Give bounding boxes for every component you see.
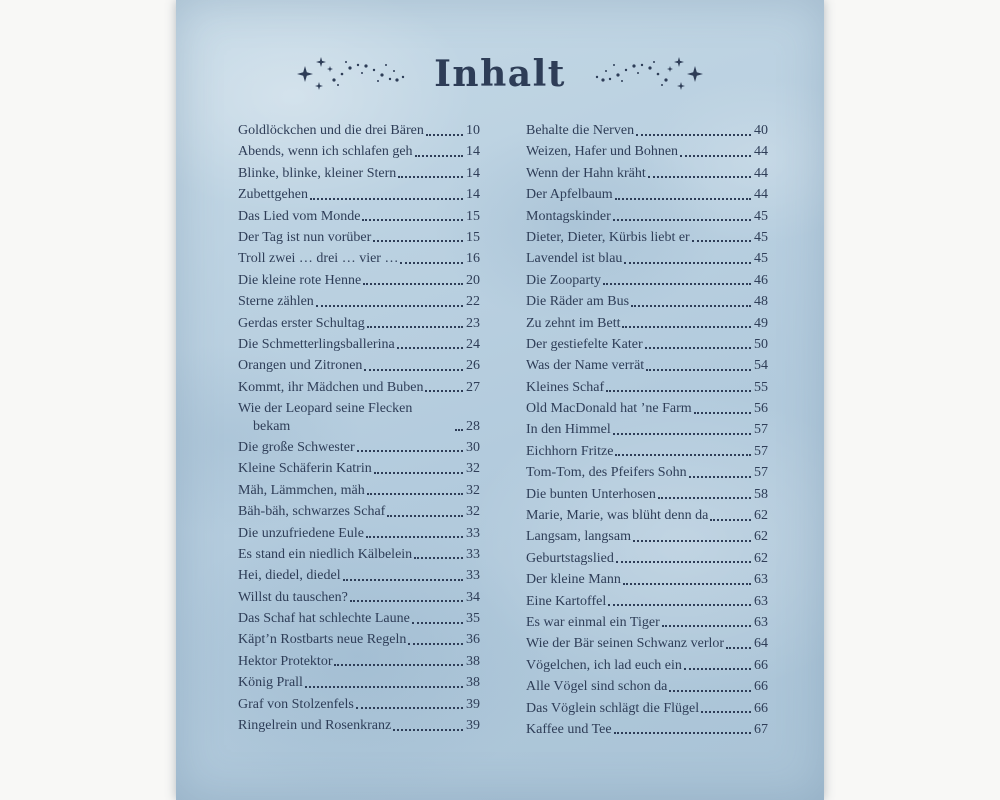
toc-entry xyxy=(238,165,480,183)
toc-entry-title: Der kleine Mann xyxy=(526,572,621,588)
dot-leader xyxy=(362,219,463,221)
toc-entry-title: Goldlöckchen und die drei Bären xyxy=(238,123,424,138)
toc-entry-page: 62 xyxy=(754,529,768,545)
dot-leader xyxy=(658,497,751,499)
title-row xyxy=(176,50,824,98)
dot-leader xyxy=(374,472,463,474)
toc-entry xyxy=(238,293,480,311)
toc-entry xyxy=(238,272,480,290)
toc-entry-page: 14 xyxy=(466,187,480,203)
dot-leader xyxy=(615,454,751,456)
dot-leader xyxy=(689,476,751,478)
dot-leader xyxy=(415,155,463,157)
toc-entry-title: Orangen und Zitronen xyxy=(238,358,363,374)
toc-entry xyxy=(526,208,768,226)
toc-entry-title: Ringelrein und Rosenkranz xyxy=(238,718,392,734)
dot-leader xyxy=(622,326,751,328)
dot-leader xyxy=(343,579,463,581)
toc-entry-page: 33 xyxy=(466,525,480,541)
toc-entry-title: Kaffee und Tee xyxy=(526,721,612,737)
toc-entry xyxy=(526,678,768,696)
toc-entry-title: In den Himmel xyxy=(526,422,611,438)
dot-leader xyxy=(631,305,751,307)
dot-leader xyxy=(366,536,463,538)
toc-entry-title: Willst du tauschen? xyxy=(238,589,348,605)
dot-leader xyxy=(680,155,751,157)
toc-entry xyxy=(238,229,480,247)
dot-leader xyxy=(356,707,463,709)
toc-entry-title: Wie der Leopard seine Flecken bekam xyxy=(238,401,413,434)
toc-entry xyxy=(526,336,768,354)
toc-entry-page: 58 xyxy=(754,486,768,502)
dot-leader xyxy=(726,647,751,649)
toc-entry xyxy=(238,250,480,268)
dot-leader xyxy=(701,711,751,713)
toc-entry-page: 32 xyxy=(466,482,480,498)
dot-leader xyxy=(648,176,751,178)
toc-entry-page: 62 xyxy=(754,508,768,524)
toc-entry-title: Wenn der Hahn kräht xyxy=(526,165,646,181)
toc-entry-page: 39 xyxy=(466,696,480,712)
toc-entry-page: 15 xyxy=(466,208,480,224)
toc-entry-page: 64 xyxy=(754,636,768,652)
toc-entry-page: 32 xyxy=(466,504,480,520)
toc-entry-title: Troll zwei … drei … vier … xyxy=(238,251,399,267)
toc-entry-title: Der Tag ist nun vorüber xyxy=(238,229,372,245)
dot-leader xyxy=(364,369,463,371)
dot-leader xyxy=(316,305,463,307)
toc-entry-title: Marie, Marie, was blüht denn da xyxy=(526,508,709,524)
dot-leader xyxy=(614,732,751,734)
dot-leader xyxy=(310,198,463,200)
toc-entry xyxy=(238,631,480,649)
toc-entry-page: 44 xyxy=(754,144,768,160)
sparkle-flourish-right-icon xyxy=(592,53,710,95)
dot-leader xyxy=(623,583,751,585)
toc-entry-title: Lavendel ist blau xyxy=(526,251,623,267)
dot-leader xyxy=(414,557,463,559)
toc-entry-page: 39 xyxy=(466,718,480,734)
toc-entry-page: 66 xyxy=(754,657,768,673)
dot-leader xyxy=(367,493,463,495)
toc-entry-page: 33 xyxy=(466,568,480,584)
toc-entry-title: Die unzufriedene Eule xyxy=(238,525,364,541)
toc-entry-page: 45 xyxy=(754,251,768,267)
toc-entry xyxy=(238,460,480,478)
toc-columns xyxy=(176,98,824,742)
toc-entry xyxy=(238,122,480,140)
dot-leader xyxy=(408,643,463,645)
toc-entry-title: Geburtstagslied xyxy=(526,550,614,566)
toc-entry xyxy=(526,528,768,546)
dot-leader xyxy=(387,515,463,517)
toc-entry-title: Eine Kartoffel xyxy=(526,593,607,609)
toc-entry-title: Die Zooparty xyxy=(526,272,602,288)
toc-entry xyxy=(526,357,768,375)
toc-entry xyxy=(238,400,480,435)
toc-entry xyxy=(526,293,768,311)
page-title: Inhalt xyxy=(434,53,566,95)
toc-entry xyxy=(238,503,480,521)
toc-entry xyxy=(526,229,768,247)
toc-entry-page: 46 xyxy=(754,272,768,288)
toc-entry-title: Hei, diedel, diedel xyxy=(238,568,341,584)
toc-entry-title: Die Räder am Bus xyxy=(526,294,630,310)
toc-entry-title: Mäh, Lämmchen, mäh xyxy=(238,482,365,498)
toc-entry-title: Weizen, Hafer und Bohnen xyxy=(526,144,679,160)
toc-column-left xyxy=(238,122,480,742)
dot-leader xyxy=(363,283,463,285)
dot-leader xyxy=(334,664,463,666)
toc-entry xyxy=(238,379,480,397)
toc-entry-page: 33 xyxy=(466,546,480,562)
dot-leader xyxy=(357,450,463,452)
dot-leader xyxy=(633,540,751,542)
toc-entry-title: Wie der Bär seinen Schwanz verlor xyxy=(526,636,725,652)
toc-entry xyxy=(238,674,480,692)
toc-entry-page: 14 xyxy=(466,144,480,160)
dot-leader xyxy=(645,347,751,349)
toc-entry-page: 22 xyxy=(466,294,480,310)
dot-leader xyxy=(613,433,751,435)
toc-entry-title: Es war einmal ein Tiger xyxy=(526,614,660,630)
toc-entry-page: 28 xyxy=(466,418,480,434)
dot-leader xyxy=(694,412,751,414)
toc-entry xyxy=(238,717,480,735)
toc-entry-page: 63 xyxy=(754,572,768,588)
dot-leader xyxy=(350,600,463,602)
toc-entry-title: Abends, wenn ich schlafen geh xyxy=(238,144,413,160)
toc-entry xyxy=(526,443,768,461)
toc-entry xyxy=(526,186,768,204)
toc-entry-title: Es stand ein niedlich Kälbelein xyxy=(238,546,413,562)
toc-entry-title: Eichhorn Fritze xyxy=(526,443,614,459)
toc-entry-page: 35 xyxy=(466,611,480,627)
toc-entry-title: Montagskinder xyxy=(526,208,611,224)
toc-entry xyxy=(238,653,480,671)
toc-entry-page: 62 xyxy=(754,550,768,566)
toc-entry-title: Alle Vögel sind schon da xyxy=(526,679,668,695)
toc-entry-title: Vögelchen, ich lad euch ein xyxy=(526,657,682,673)
book-page xyxy=(176,0,824,800)
toc-entry-title: Die bunten Unterhosen xyxy=(526,486,656,502)
toc-entry-page: 15 xyxy=(466,229,480,245)
toc-entry-page: 67 xyxy=(754,721,768,737)
toc-entry-page: 57 xyxy=(754,465,768,481)
toc-entry-title: Käpt’n Rostbarts neue Regeln xyxy=(238,632,407,648)
toc-entry xyxy=(238,525,480,543)
dot-leader xyxy=(606,390,751,392)
toc-column-right xyxy=(526,122,768,742)
toc-entry-title: Die große Schwester xyxy=(238,439,355,455)
toc-entry-title: Zu zehnt im Bett xyxy=(526,315,621,331)
toc-entry-page: 50 xyxy=(754,336,768,352)
toc-entry-title: Zubettgehen xyxy=(238,187,308,203)
toc-entry-title: Blinke, blinke, kleiner Stern xyxy=(238,165,397,181)
dot-leader xyxy=(412,622,463,624)
toc-entry-page: 45 xyxy=(754,229,768,245)
toc-entry xyxy=(526,614,768,632)
toc-entry xyxy=(238,546,480,564)
toc-entry-title: Das Vöglein schlägt die Flügel xyxy=(526,700,700,716)
dot-leader xyxy=(367,326,463,328)
toc-entry-title: Kleines Schaf xyxy=(526,379,605,395)
toc-entry-page: 36 xyxy=(466,632,480,648)
toc-entry-title: Die kleine rote Henne xyxy=(238,272,362,288)
dot-leader xyxy=(305,686,463,688)
toc-entry xyxy=(238,696,480,714)
toc-entry-title: Tom-Tom, des Pfeifers Sohn xyxy=(526,465,687,481)
dot-leader xyxy=(616,561,751,563)
toc-entry-page: 10 xyxy=(466,123,480,138)
toc-entry-title: Bäh-bäh, schwarzes Schaf xyxy=(238,504,386,520)
toc-entry-page: 54 xyxy=(754,358,768,374)
toc-entry xyxy=(238,186,480,204)
toc-entry xyxy=(526,635,768,653)
toc-entry-title: Der Apfelbaum xyxy=(526,187,613,203)
toc-entry-page: 56 xyxy=(754,401,768,417)
toc-entry xyxy=(526,250,768,268)
toc-entry xyxy=(526,122,768,140)
toc-entry-title: Was der Name verrät xyxy=(526,358,645,374)
dot-leader xyxy=(603,283,751,285)
dot-leader xyxy=(669,690,751,692)
toc-entry-title: Graf von Stolzenfels xyxy=(238,696,354,712)
toc-entry-page: 66 xyxy=(754,679,768,695)
dot-leader xyxy=(608,604,751,606)
toc-entry xyxy=(526,379,768,397)
toc-entry-page: 20 xyxy=(466,272,480,288)
toc-entry-page: 30 xyxy=(466,439,480,455)
toc-entry-page: 49 xyxy=(754,315,768,331)
toc-entry-page: 57 xyxy=(754,422,768,438)
dot-leader xyxy=(397,347,463,349)
dot-leader xyxy=(636,134,751,136)
toc-entry-title: Kommt, ihr Mädchen und Buben xyxy=(238,379,424,395)
toc-entry xyxy=(238,357,480,375)
sparkle-flourish-left-icon xyxy=(290,53,408,95)
toc-entry-page: 23 xyxy=(466,315,480,331)
toc-entry-title: Das Schaf hat schlechte Laune xyxy=(238,611,410,627)
toc-entry-title: Das Lied vom Monde xyxy=(238,208,361,224)
dot-leader xyxy=(646,369,751,371)
dot-leader xyxy=(615,198,751,200)
toc-entry-title: König Prall xyxy=(238,675,303,691)
toc-entry xyxy=(238,610,480,628)
toc-entry xyxy=(526,657,768,675)
dot-leader xyxy=(710,519,751,521)
toc-entry xyxy=(526,143,768,161)
toc-entry-title: Die Schmetterlingsballerina xyxy=(238,336,395,352)
toc-entry xyxy=(526,721,768,739)
toc-entry-title: Langsam, langsam xyxy=(526,529,631,545)
toc-entry-page: 44 xyxy=(754,165,768,181)
toc-entry xyxy=(238,315,480,333)
toc-entry xyxy=(526,315,768,333)
dot-leader xyxy=(426,134,463,136)
toc-entry xyxy=(238,482,480,500)
toc-entry-page: 55 xyxy=(754,379,768,395)
toc-entry-page: 38 xyxy=(466,675,480,691)
toc-entry-page: 45 xyxy=(754,208,768,224)
toc-entry-page: 44 xyxy=(754,187,768,203)
toc-entry-page: 24 xyxy=(466,336,480,352)
toc-entry xyxy=(526,165,768,183)
toc-entry xyxy=(526,593,768,611)
toc-entry-page: 57 xyxy=(754,443,768,459)
toc-entry xyxy=(526,421,768,439)
toc-entry-page: 34 xyxy=(466,589,480,605)
toc-entry-title: Sterne zählen xyxy=(238,294,314,310)
toc-entry xyxy=(526,550,768,568)
dot-leader xyxy=(400,262,463,264)
dot-leader xyxy=(613,219,751,221)
toc-entry-page: 63 xyxy=(754,614,768,630)
toc-entry xyxy=(526,507,768,525)
toc-entry-title: Kleine Schäferin Katrin xyxy=(238,461,372,477)
toc-entry-page: 48 xyxy=(754,294,768,310)
toc-entry-title: Hektor Protektor xyxy=(238,653,333,669)
toc-entry xyxy=(526,700,768,718)
toc-entry-page: 40 xyxy=(754,123,768,138)
toc-entry xyxy=(238,589,480,607)
toc-entry-page: 16 xyxy=(466,251,480,267)
toc-entry-page: 63 xyxy=(754,593,768,609)
toc-entry xyxy=(526,464,768,482)
dot-leader xyxy=(425,390,463,392)
toc-entry xyxy=(526,571,768,589)
dot-leader xyxy=(692,240,751,242)
dot-leader xyxy=(373,240,463,242)
toc-entry-page: 14 xyxy=(466,165,480,181)
toc-entry-page: 32 xyxy=(466,461,480,477)
toc-entry xyxy=(526,486,768,504)
toc-entry xyxy=(238,208,480,226)
toc-entry-title: Der gestiefelte Kater xyxy=(526,336,643,352)
toc-entry-title: Gerdas erster Schultag xyxy=(238,315,365,331)
dot-leader xyxy=(398,176,463,178)
dot-leader xyxy=(455,429,463,431)
toc-entry xyxy=(238,439,480,457)
toc-entry-page: 66 xyxy=(754,700,768,716)
toc-entry xyxy=(238,143,480,161)
dot-leader xyxy=(684,668,751,670)
toc-entry-page: 27 xyxy=(466,379,480,395)
dot-leader xyxy=(662,625,751,627)
toc-entry-page: 26 xyxy=(466,358,480,374)
toc-entry xyxy=(526,272,768,290)
dot-leader xyxy=(393,729,463,731)
toc-entry xyxy=(526,400,768,418)
dot-leader xyxy=(624,262,751,264)
toc-entry xyxy=(238,567,480,585)
toc-entry-title: Behalte die Nerven xyxy=(526,123,635,138)
toc-entry xyxy=(238,336,480,354)
toc-entry-page: 38 xyxy=(466,653,480,669)
toc-entry-title: Old MacDonald hat ’ne Farm xyxy=(526,401,692,417)
toc-entry-title: Dieter, Dieter, Kürbis liebt er xyxy=(526,229,690,245)
